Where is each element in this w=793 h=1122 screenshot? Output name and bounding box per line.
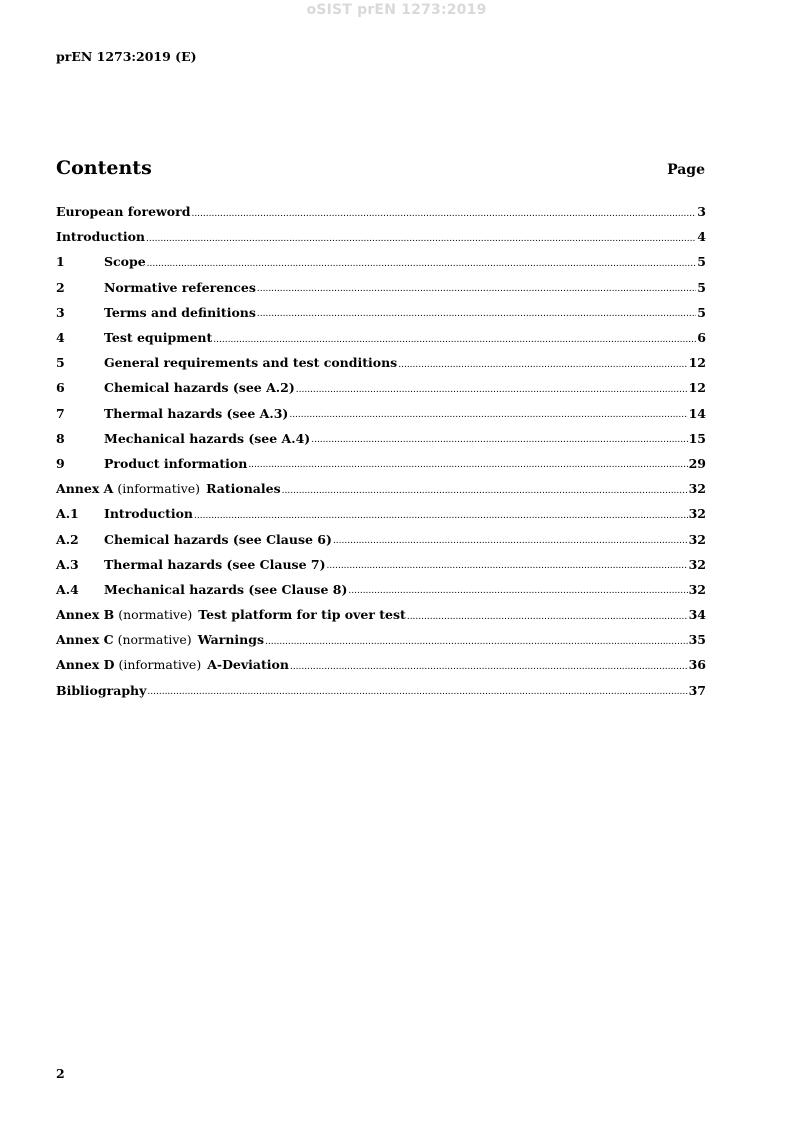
toc-entry[interactable] <box>56 249 706 274</box>
toc-entry-page: 12 <box>688 355 706 371</box>
toc-entry-number: A.4 <box>56 581 79 597</box>
dot-leader <box>348 586 687 596</box>
toc-entry-page: 32 <box>688 556 706 572</box>
toc-entry-number: A.2 <box>56 531 79 547</box>
toc-entry-title: Bibliography <box>56 682 147 698</box>
toc-entry[interactable] <box>56 501 706 526</box>
toc-entry-number: 5 <box>56 355 65 371</box>
toc-entry-title: Scope <box>104 254 146 270</box>
toc-entry-page: 14 <box>688 405 706 421</box>
dot-leader <box>248 460 687 470</box>
dot-leader <box>296 385 688 395</box>
toc-entry-number: A.3 <box>56 556 79 572</box>
toc-entry-number: 7 <box>56 405 65 421</box>
toc-entry-page: 4 <box>697 229 706 245</box>
annex-type: (informative) <box>117 481 201 497</box>
dot-leader <box>398 360 687 370</box>
watermark: oSIST prEN 1273:2019 <box>306 2 487 18</box>
dot-leader <box>191 209 696 219</box>
toc-entry-page: 5 <box>697 254 706 270</box>
toc-entry-number: 8 <box>56 430 65 446</box>
toc-entry-title: Mechanical hazards (see A.4) <box>104 430 311 446</box>
toc-entry[interactable] <box>56 577 706 602</box>
footer-page-number: 2 <box>56 1066 65 1081</box>
toc-entry-page: 15 <box>688 430 706 446</box>
toc-entry-page: 29 <box>688 455 706 471</box>
toc-entry-number: 1 <box>56 254 65 270</box>
annex-label: Annex D <box>56 657 115 673</box>
toc-entry[interactable] <box>56 627 706 652</box>
dot-leader <box>213 335 696 345</box>
toc-entry[interactable] <box>56 552 706 577</box>
dot-leader <box>282 486 688 496</box>
toc-entry-title: General requirements and test conditions <box>104 355 398 371</box>
dot-leader <box>289 410 687 420</box>
dot-leader <box>327 561 688 571</box>
toc-entry-page: 32 <box>688 506 706 522</box>
annex-type: (normative) <box>117 632 192 648</box>
toc-entry-title: Normative references <box>104 279 256 295</box>
toc-entry-page: 6 <box>697 330 706 346</box>
toc-entry-number: 6 <box>56 380 65 396</box>
toc-entry[interactable] <box>56 476 706 501</box>
toc-entry-title: A-Deviation <box>207 657 289 673</box>
toc-entry-number: A.1 <box>56 506 79 522</box>
toc-entry[interactable] <box>56 275 706 300</box>
toc-entry-page: 35 <box>688 632 706 648</box>
toc-entry[interactable] <box>56 526 706 551</box>
dot-leader <box>146 234 696 244</box>
annex-label: Annex C <box>56 632 114 648</box>
toc-entry[interactable] <box>56 375 706 400</box>
dot-leader <box>147 687 687 697</box>
toc-entry-page: 36 <box>688 657 706 673</box>
dot-leader <box>265 637 688 647</box>
toc-entry-number: 2 <box>56 279 65 295</box>
dot-leader <box>290 662 688 672</box>
toc-entry[interactable] <box>56 401 706 426</box>
dot-leader <box>311 435 687 445</box>
toc-entry-title: Rationales <box>206 481 281 497</box>
annex-type: (normative) <box>118 607 193 623</box>
toc-entry-title: Mechanical hazards (see Clause 8) <box>104 581 348 597</box>
toc-entry-title: Chemical hazards (see Clause 6) <box>104 531 332 547</box>
toc-entry-title: Warnings <box>197 632 265 648</box>
toc-entry[interactable] <box>56 451 706 476</box>
document-id: prEN 1273:2019 (E) <box>56 49 197 64</box>
toc-entry-page: 5 <box>697 304 706 320</box>
toc-entry[interactable] <box>56 350 706 375</box>
annex-label: Annex B <box>56 607 115 623</box>
annex-type: (informative) <box>118 657 202 673</box>
toc-entry-title: Terms and definitions <box>104 304 256 320</box>
toc-entry[interactable] <box>56 300 706 325</box>
toc-entry-number: 9 <box>56 455 65 471</box>
toc-entry-title: European foreword <box>56 204 191 220</box>
toc-entry[interactable] <box>56 199 706 224</box>
toc-entry[interactable] <box>56 602 706 627</box>
toc-entry-title: Introduction <box>56 229 146 245</box>
toc-entry[interactable] <box>56 224 706 249</box>
toc-entry-page: 32 <box>688 581 706 597</box>
toc-entry-page: 5 <box>697 279 706 295</box>
contents-title: Contents <box>56 157 152 179</box>
toc-entry-title: Test equipment <box>104 330 213 346</box>
toc-entry[interactable] <box>56 652 706 677</box>
toc-entry[interactable] <box>56 325 706 350</box>
toc-entry[interactable] <box>56 426 706 451</box>
toc-entry-title: Product information <box>104 455 248 471</box>
toc-entry-page: 34 <box>688 607 706 623</box>
toc-entry-title: Thermal hazards (see Clause 7) <box>104 556 326 572</box>
toc-entry-page: 32 <box>688 531 706 547</box>
toc-entry-title: Introduction <box>104 506 194 522</box>
toc-entry-number: 4 <box>56 330 65 346</box>
dot-leader <box>257 284 696 294</box>
dot-leader <box>257 309 696 319</box>
dot-leader <box>194 511 688 521</box>
dot-leader <box>147 259 697 269</box>
toc-entry-page: 3 <box>697 204 706 220</box>
toc-entry-title: Chemical hazards (see A.2) <box>104 380 295 396</box>
toc-entry-title: Test platform for tip over test <box>198 607 406 623</box>
toc-entry-page: 37 <box>688 682 706 698</box>
annex-label: Annex A <box>56 481 114 497</box>
table-of-contents <box>56 199 706 703</box>
toc-entry-title: Thermal hazards (see A.3) <box>104 405 289 421</box>
toc-entry-number: 3 <box>56 304 65 320</box>
page-column-label: Page <box>667 162 705 178</box>
toc-entry-page: 12 <box>688 380 706 396</box>
dot-leader <box>333 536 688 546</box>
toc-entry[interactable] <box>56 678 706 703</box>
toc-entry-page: 32 <box>688 481 706 497</box>
dot-leader <box>407 612 688 622</box>
